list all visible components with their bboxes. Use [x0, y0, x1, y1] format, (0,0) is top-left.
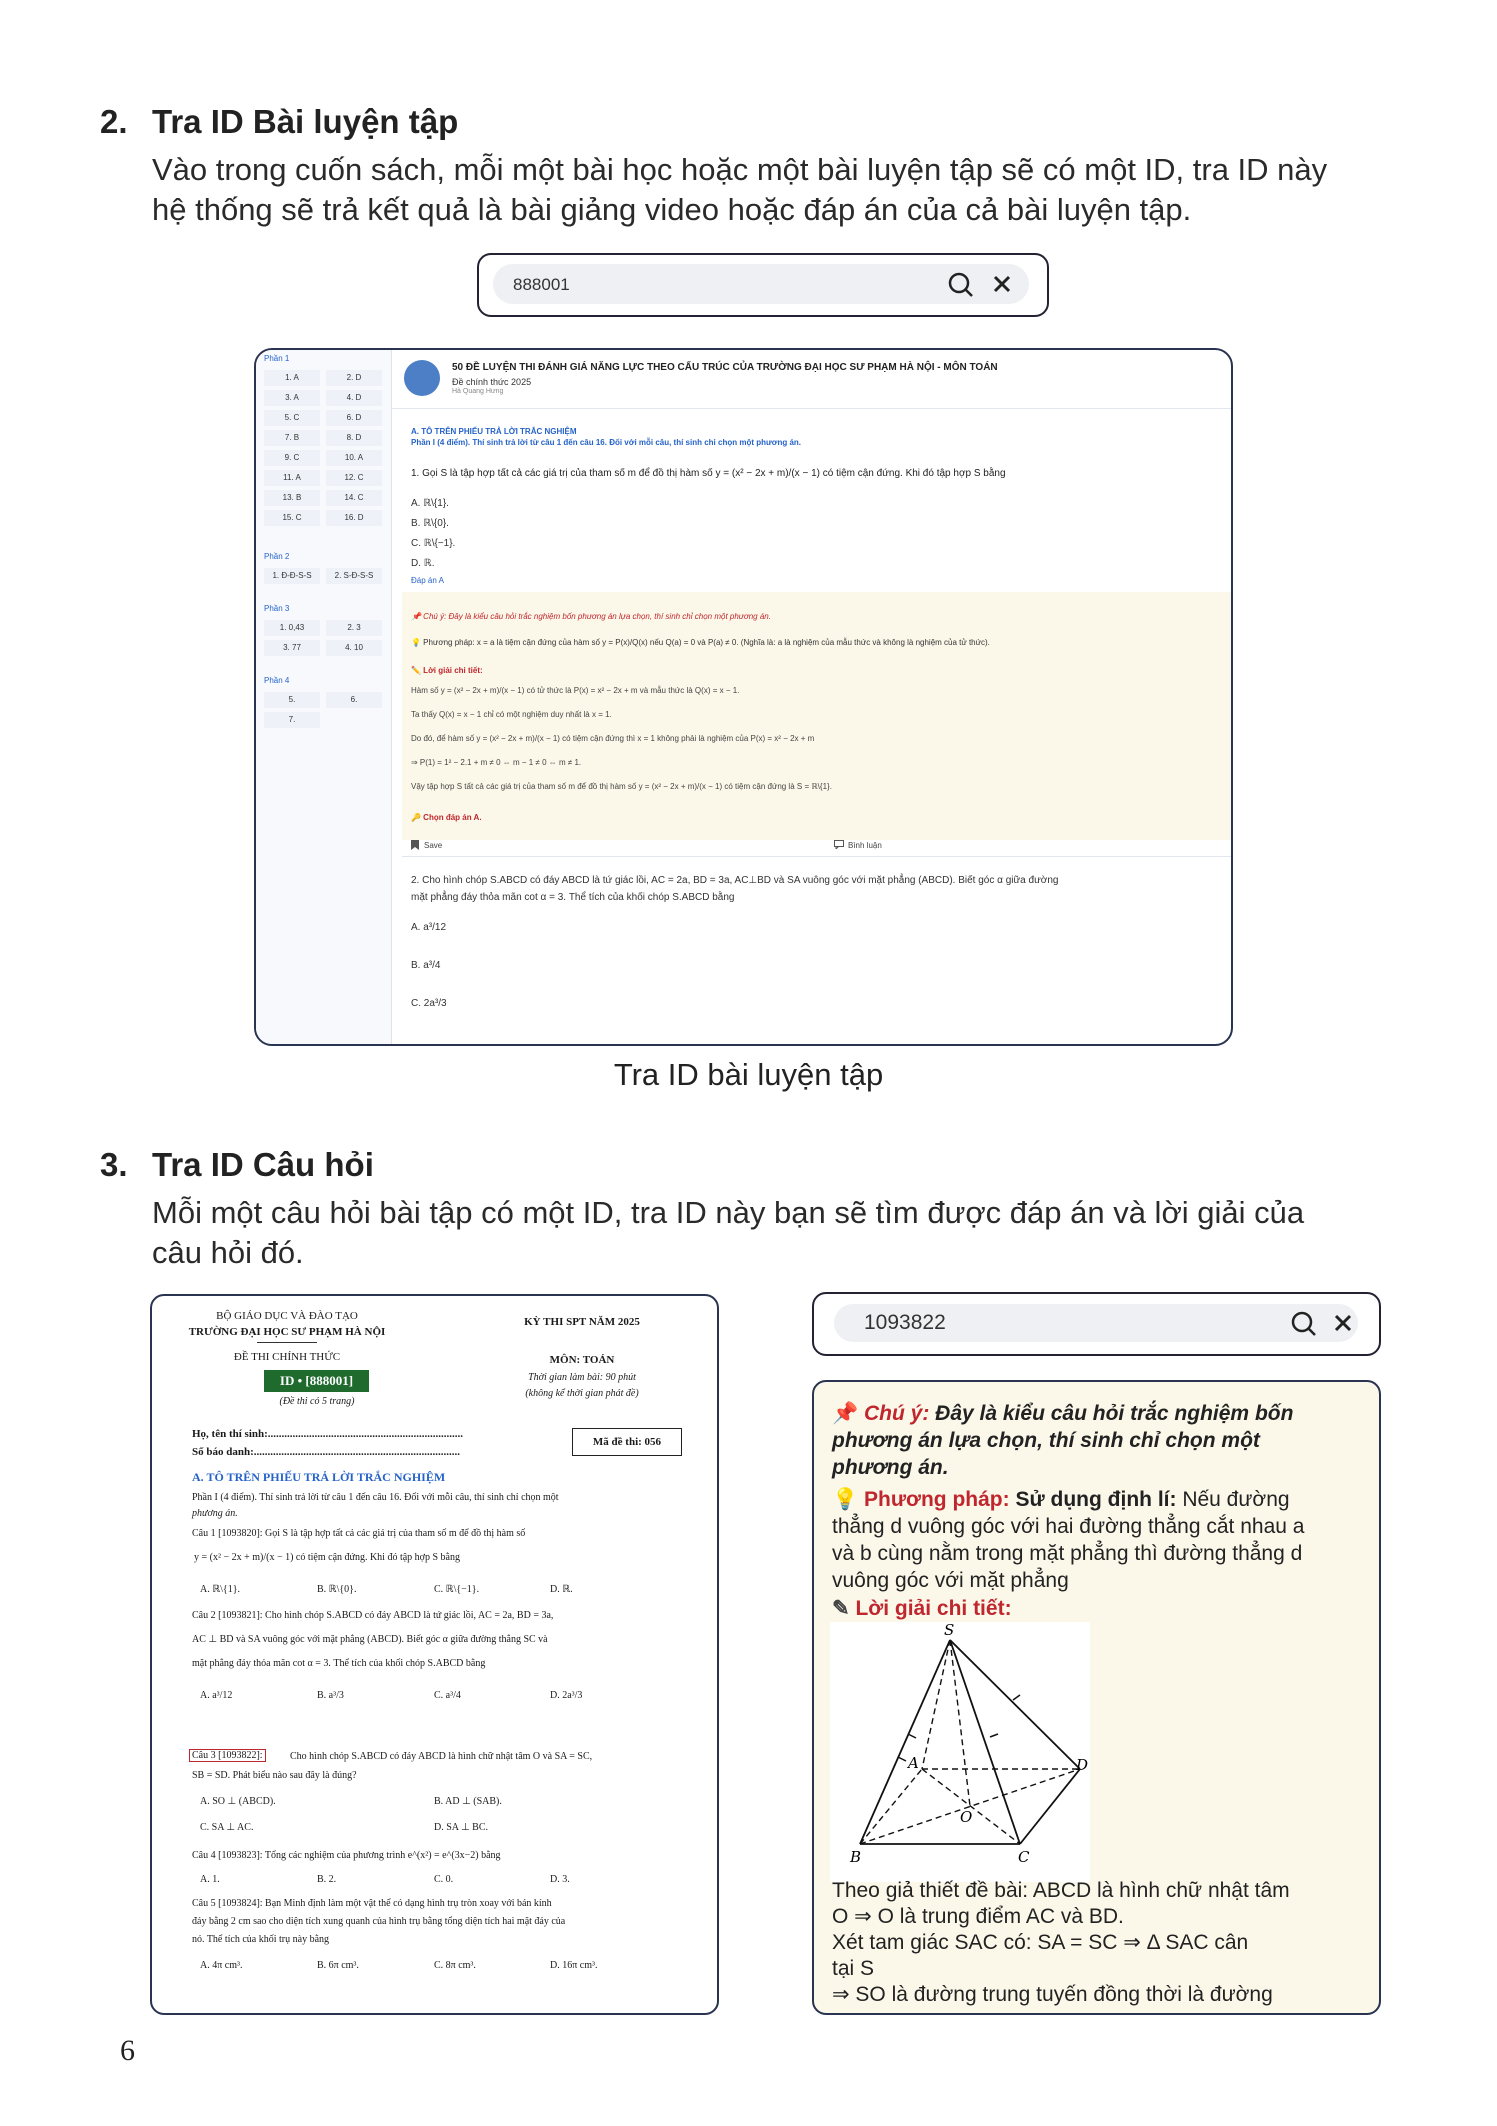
exam-q2-option-b: B. a³/3 — [317, 1690, 344, 1701]
sidebar-answer-cell[interactable]: 2. S-Đ-S-S — [326, 568, 382, 584]
q2-option-b[interactable]: B. a³/4 — [411, 960, 441, 971]
section-2-desc-line1: Vào trong cuốn sách, mỗi một bài học hoặc một bài luyện tập sẽ có một ID, tra ID này — [152, 152, 1328, 187]
sidebar-part4-label: Phần 4 — [264, 676, 290, 685]
exam-q4-option-d: D. 3. — [550, 1874, 570, 1885]
edge-sa — [922, 1640, 950, 1769]
exam-subject: MÔN: TOÁN — [549, 1354, 615, 1366]
action-divider — [402, 856, 1231, 857]
exam-q1-line2: y = (x² − 2x + m)/(x − 1) có tiệm cận đứng. Khi đó tập hợp S bằng — [194, 1552, 460, 1563]
section-2-desc-line2: hệ thống sẽ trả kết quả là bài giảng video hoặc đáp án của cả bài luyện tập. — [152, 192, 1192, 227]
sidebar-part3-label: Phần 3 — [264, 604, 290, 613]
section-3-title: Tra ID Câu hỏi — [152, 1146, 374, 1183]
exam-q2-line3: mặt phẳng đáy thỏa mãn cot α = 3. Thể tích của khối chóp S.ABCD bằng — [192, 1658, 486, 1669]
bookmark-icon[interactable] — [411, 840, 419, 850]
exam-q2-line2: AC ⊥ BD và SA vuông góc với mặt phẳng (ABCD). Biết góc α giữa đường thẳng SC và — [192, 1634, 548, 1645]
sidebar-answer-cell[interactable]: 9. C — [264, 450, 320, 466]
method-rest: Nếu đường — [1182, 1488, 1290, 1511]
note-label: Chú ý: — [864, 1402, 930, 1425]
school-name: TRƯỜNG ĐẠI HỌC SƯ PHẠM HÀ NỘI — [188, 1326, 386, 1338]
exam-q3-option-a: A. SO ⊥ (ABCD). — [200, 1796, 276, 1807]
detail-label: Lời giải chi tiết: — [855, 1597, 1012, 1620]
practice-search-input[interactable]: 888001 — [513, 275, 570, 294]
practice-search-box — [477, 253, 1049, 317]
practice-result-frame — [254, 348, 1233, 1046]
question-1: 1. Gọi S là tập hợp tất cả các giá trị của tham số m để đồ thị hàm số y = (x² − 2x + m)/(x − 1) có tiệm cận đứng. Khi đó tập hợp S bằng — [411, 468, 1006, 479]
exam-q4-option-b: B. 2. — [317, 1874, 337, 1885]
exam-q5-option-d: D. 16π cm³. — [550, 1960, 598, 1971]
solution-line3: Xét tam giác SAC có: SA = SC ⇒ Δ SAC cân — [832, 1931, 1249, 1954]
pin-icon: 📌 — [832, 1402, 859, 1425]
edge-so — [950, 1640, 970, 1806]
comment-icon[interactable] — [834, 840, 844, 849]
exam-q4-line1: Câu 4 [1093823]: Tổng các nghiệm của phương trình e^(x²) = e^(3x−2) bằng — [192, 1850, 501, 1861]
exam-part1-line1: Phần I (4 điểm). Thí sinh trả lời từ câu 1 đến câu 16. Đối với mỗi câu, thí sinh chỉ chọn một — [192, 1492, 559, 1503]
sidebar-answer-cell[interactable]: 1. Đ-Đ-S-S — [264, 568, 320, 584]
sidebar-answer-cell[interactable]: 7. — [264, 712, 320, 728]
exam-q5-line1: Câu 5 [1093824]: Bạn Minh định làm một vật thể có dạng hình trụ tròn xoay với bán kính — [192, 1898, 552, 1909]
sidebar-answer-cell[interactable]: 16. D — [326, 510, 382, 526]
exam-q1-option-b: B. ℝ\{0}. — [317, 1584, 357, 1595]
exam-q1-option-c: C. ℝ\{−1}. — [434, 1584, 480, 1595]
solution-line: ⇒ P(1) = 1² − 2.1 + m ≠ 0 ⇔ m − 1 ≠ 0 ⇔ m ≠ 1. — [411, 758, 582, 767]
question-solution-frame — [812, 1380, 1381, 2015]
search-icon[interactable] — [1290, 1310, 1318, 1338]
sidebar-answer-cell[interactable]: 3. A — [264, 390, 320, 406]
official-label: ĐỀ THI CHÍNH THỨC — [233, 1351, 341, 1363]
practice-note: 📌 Chú ý: Đây là kiểu câu hỏi trắc nghiệm bốn phương án lựa chọn, thí sinh chỉ chọn một phương án. — [411, 612, 771, 621]
exam-name: KỲ THI SPT NĂM 2025 — [524, 1316, 640, 1328]
exam-pages: (Đề thi có 5 trang) — [279, 1396, 355, 1407]
pyramid-diagram — [830, 1622, 1090, 1882]
exam-q4-option-a: A. 1. — [200, 1874, 220, 1885]
solution-line5: ⇒ SO là đường trung tuyến đồng thời là đường — [832, 1983, 1273, 2006]
practice-choose-answer: 🔑 Chọn đáp án A. — [411, 813, 482, 822]
section-2-number: 2. — [100, 103, 128, 140]
point-b-label: B — [850, 1848, 862, 1866]
section-2-title: Tra ID Bài luyện tập — [152, 103, 459, 140]
practice-subtitle: Đề chính thức 2025 — [452, 377, 532, 387]
method-bold: Sử dụng định lí: — [1015, 1488, 1177, 1511]
note-line1: Đây là kiểu câu hỏi trắc nghiệm bốn — [935, 1402, 1294, 1425]
exam-q3-id-highlight[interactable]: Câu 3 [1093822]: — [189, 1749, 266, 1762]
exam-code-box: Mã đề thi: 056 — [572, 1428, 682, 1456]
note-line3: phương án. — [832, 1456, 949, 1479]
section-3-desc-line2: câu hỏi đó. — [152, 1235, 304, 1270]
exam-part1-line2: phương án. — [192, 1508, 238, 1519]
method-line4: vuông góc với mặt phẳng — [832, 1569, 1069, 1592]
sidebar-part1-label: Phần 1 — [264, 354, 290, 363]
answer-sidebar — [256, 350, 392, 1044]
point-o-label: O — [960, 1808, 973, 1826]
comment-button[interactable]: Bình luận — [848, 841, 882, 850]
tick-mark — [898, 1757, 906, 1761]
sidebar-answer-cell[interactable]: 15. C — [264, 510, 320, 526]
solution-line: Vậy tập hợp S tất cả các giá trị của tham số m để đồ thị hàm số y = (x² − 2x + m)/(x − 1) có tiệm cận đứng là S = ℝ\{1}. — [411, 782, 832, 791]
tick-mark — [1013, 1695, 1020, 1700]
solution-line1: Theo giả thiết đề bài: ABCD là hình chữ nhật tâm — [832, 1879, 1290, 1902]
section-3-number: 3. — [100, 1146, 128, 1183]
exam-q3-line1: Cho hình chóp S.ABCD có đáy ABCD là hình chữ nhật tâm O và SA = SC, — [290, 1751, 593, 1762]
save-button[interactable]: Save — [424, 841, 443, 850]
question-search-box — [812, 1292, 1381, 1356]
tick-mark — [990, 1734, 998, 1737]
exam-section-a: A. TÔ TRÊN PHIẾU TRẢ LỜI TRẮC NGHIỆM — [192, 1470, 446, 1484]
exam-q4-option-c: C. 0. — [434, 1874, 454, 1885]
sidebar-answer-cell[interactable]: 8. D — [326, 430, 382, 446]
practice-solution-label: ✏️ Lời giải chi tiết: — [411, 666, 483, 675]
q1-option-a[interactable]: A. ℝ\{1}. — [411, 498, 449, 509]
exam-q5-option-b: B. 6π cm³. — [317, 1960, 359, 1971]
candidate-number-label: Số báo danh:........................................................................... — [192, 1446, 461, 1458]
solution-line: Hàm số y = (x² − 2x + m)/(x − 1) có tử thức là P(x) = x² − 2x + m và mẫu thức là Q(x) = x − 1. — [411, 686, 740, 695]
exam-q5-option-a: A. 4π cm³. — [200, 1960, 243, 1971]
q1-option-b[interactable]: B. ℝ\{0}. — [411, 518, 449, 529]
practice-caption: Tra ID bài luyện tập — [613, 1057, 884, 1092]
sidebar-answer-cell[interactable]: 2. D — [326, 370, 382, 386]
exam-id-badge: ID • [888001] — [264, 1370, 369, 1392]
point-d-label: D — [1076, 1756, 1089, 1774]
page-number: 6 — [120, 2034, 135, 2067]
solution-line4: tại S — [832, 1957, 875, 1980]
sidebar-answer-cell[interactable]: 12. C — [326, 470, 382, 486]
solution-note — [832, 1400, 1293, 1481]
lightbulb-icon: 💡 — [832, 1488, 859, 1511]
sidebar-answer-cell[interactable]: 13. B — [264, 490, 320, 506]
solution-line: Do đó, để hàm số y = (x² − 2x + m)/(x − 1) có tiệm cận đứng thì x = 1 không phải là nghiệm của P(x) = x² − 2x + m — [411, 734, 815, 743]
edge-cd — [1020, 1769, 1080, 1844]
edge-sb — [860, 1640, 950, 1844]
practice-part1-desc: Phần I (4 điểm). Thí sinh trả lời từ câu 1 đến câu 16. Đối với mỗi câu, thí sinh chỉ chọn một phương án. — [411, 438, 802, 447]
section-3-desc-line1: Mỗi một câu hỏi bài tập có một ID, tra ID này bạn sẽ tìm được đáp án và lời giải của — [152, 1195, 1305, 1230]
sidebar-answer-cell[interactable]: 7. B — [264, 430, 320, 446]
sidebar-answer-cell[interactable]: 5. — [264, 692, 320, 708]
sidebar-answer-cell[interactable]: 1. A — [264, 370, 320, 386]
close-icon[interactable] — [1332, 1312, 1354, 1334]
exam-q2-option-d: D. 2a³/3 — [550, 1690, 583, 1701]
exam-q3-option-b: B. AD ⊥ (SAB). — [434, 1796, 502, 1807]
q1-answer-link[interactable]: Đáp án A — [411, 576, 444, 585]
solution-line2: O ⇒ O là trung điểm AC và BD. — [832, 1905, 1124, 1928]
sidebar-answer-cell[interactable]: 4. 10 — [326, 640, 382, 656]
exam-time: Thời gian làm bài: 90 phút — [528, 1372, 636, 1383]
solution-text — [832, 1878, 1290, 2008]
practice-title: 50 ĐỀ LUYỆN THI ĐÁNH GIÁ NĂNG LỰC THEO CẤU TRÚC CỦA TRƯỜNG ĐẠI HỌC SƯ PHẠM HÀ NỘI - MÔN TOÁN — [452, 362, 998, 373]
search-icon[interactable] — [947, 271, 975, 299]
q2-option-a[interactable]: A. a³/12 — [411, 922, 447, 933]
sidebar-answer-cell[interactable]: 3. 77 — [264, 640, 320, 656]
exam-q5-line3: nó. Thể tích của khối trụ này bằng — [192, 1934, 330, 1945]
q1-option-c[interactable]: C. ℝ\{−1}. — [411, 538, 456, 549]
solution-method — [832, 1486, 1304, 1594]
exam-q5-option-c: C. 8π cm³. — [434, 1960, 476, 1971]
exam-time-note: (không kể thời gian phát đề) — [525, 1388, 639, 1399]
school-underline — [257, 1342, 317, 1343]
exam-q1-option-a: A. ℝ\{1}. — [200, 1584, 241, 1595]
sidebar-answer-cell[interactable]: 6. D — [326, 410, 382, 426]
diag-ac — [922, 1769, 1020, 1844]
question-2-line2: mặt phẳng đáy thỏa mãn cot α = 3. Thể tích của khối chóp S.ABCD bằng — [411, 892, 735, 903]
practice-method: 💡 Phương pháp: x = a là tiệm cận đứng của hàm số y = P(x)/Q(x) nếu Q(a) = 0 và P(a) ≠ 0. (Nghĩa là: a là nghiệm của mẫu thức và không là nghiệm của tử thức). — [411, 638, 990, 647]
edge-sd — [950, 1640, 1080, 1769]
sidebar-answer-cell[interactable]: 6. — [326, 692, 382, 708]
method-line3: và b cùng nằm trong mặt phẳng thì đường thẳng d — [832, 1542, 1303, 1565]
exam-q3-line2: SB = SD. Phát biểu nào sau đây là đúng? — [192, 1770, 357, 1781]
question-2-line1: 2. Cho hình chóp S.ABCD có đáy ABCD là tứ giác lồi, AC = 2a, BD = 3a, AC⊥BD và SA vuông góc với mặt phẳng (ABCD). Biết góc α giữa đường — [411, 875, 1059, 886]
author-avatar — [404, 360, 440, 396]
sidebar-part2-label: Phần 2 — [264, 552, 290, 561]
sidebar-answer-cell[interactable]: 10. A — [326, 450, 382, 466]
sidebar-answer-cell[interactable]: 1. 0,43 — [264, 620, 320, 636]
candidate-name-label: Họ, tên thí sinh:....................................................................... — [192, 1428, 464, 1440]
practice-section-a: A. TÔ TRÊN PHIẾU TRẢ LỜI TRẮC NGHIỆM — [411, 427, 577, 436]
exam-q2-option-a: A. a³/12 — [200, 1690, 233, 1701]
point-c-label: C — [1018, 1848, 1030, 1866]
header-divider — [392, 408, 1231, 409]
tick-mark — [908, 1734, 916, 1738]
method-label: Phương pháp: — [864, 1488, 1010, 1511]
sidebar-answer-cell[interactable]: 14. C — [326, 490, 382, 506]
sidebar-answer-cell[interactable]: 5. C — [264, 410, 320, 426]
exam-q3-option-c: C. SA ⊥ AC. — [200, 1822, 254, 1833]
exam-paper-frame — [150, 1294, 719, 2015]
detail-heading — [832, 1596, 1012, 1621]
exam-q1-option-d: D. ℝ. — [550, 1584, 573, 1595]
note-line2: phương án lựa chọn, thí sinh chỉ chọn một — [832, 1429, 1260, 1452]
method-line2: thẳng d vuông góc với hai đường thẳng cắt nhau a — [832, 1515, 1305, 1538]
q2-option-c[interactable]: C. 2a³/3 — [411, 998, 447, 1009]
sidebar-answer-cell[interactable]: 4. D — [326, 390, 382, 406]
ministry-name: BỘ GIÁO DỤC VÀ ĐÀO TẠO — [216, 1310, 358, 1322]
point-a-label: A — [908, 1754, 919, 1772]
exam-q3-option-d: D. SA ⊥ BC. — [434, 1822, 489, 1833]
solution-line: Ta thấy Q(x) = x − 1 chỉ có một nghiệm duy nhất là x = 1. — [411, 710, 612, 719]
q1-option-d[interactable]: D. ℝ. — [411, 558, 435, 569]
sidebar-answer-cell[interactable]: 11. A — [264, 470, 320, 486]
exam-q5-line2: đáy bằng 2 cm sao cho diện tích xung quanh của hình trụ bằng tổng diện tích hai mặt đáy của — [192, 1916, 566, 1927]
point-s-label: S — [944, 1622, 955, 1639]
exam-q2-option-c: C. a³/4 — [434, 1690, 461, 1701]
sidebar-answer-cell[interactable]: 2. 3 — [326, 620, 382, 636]
practice-author: Hà Quang Hưng — [452, 388, 504, 395]
pencil-icon: ✎ — [832, 1597, 850, 1620]
question-search-input[interactable]: 1093822 — [864, 1311, 946, 1334]
close-icon[interactable] — [991, 273, 1013, 295]
exam-q1-line1: Câu 1 [1093820]: Gọi S là tập hợp tất cả các giá trị của tham số m để đồ thị hàm số — [192, 1528, 526, 1539]
exam-q2-line1: Câu 2 [1093821]: Cho hình chóp S.ABCD có đáy ABCD là tứ giác lồi, AC = 2a, BD = 3a, — [192, 1610, 554, 1621]
